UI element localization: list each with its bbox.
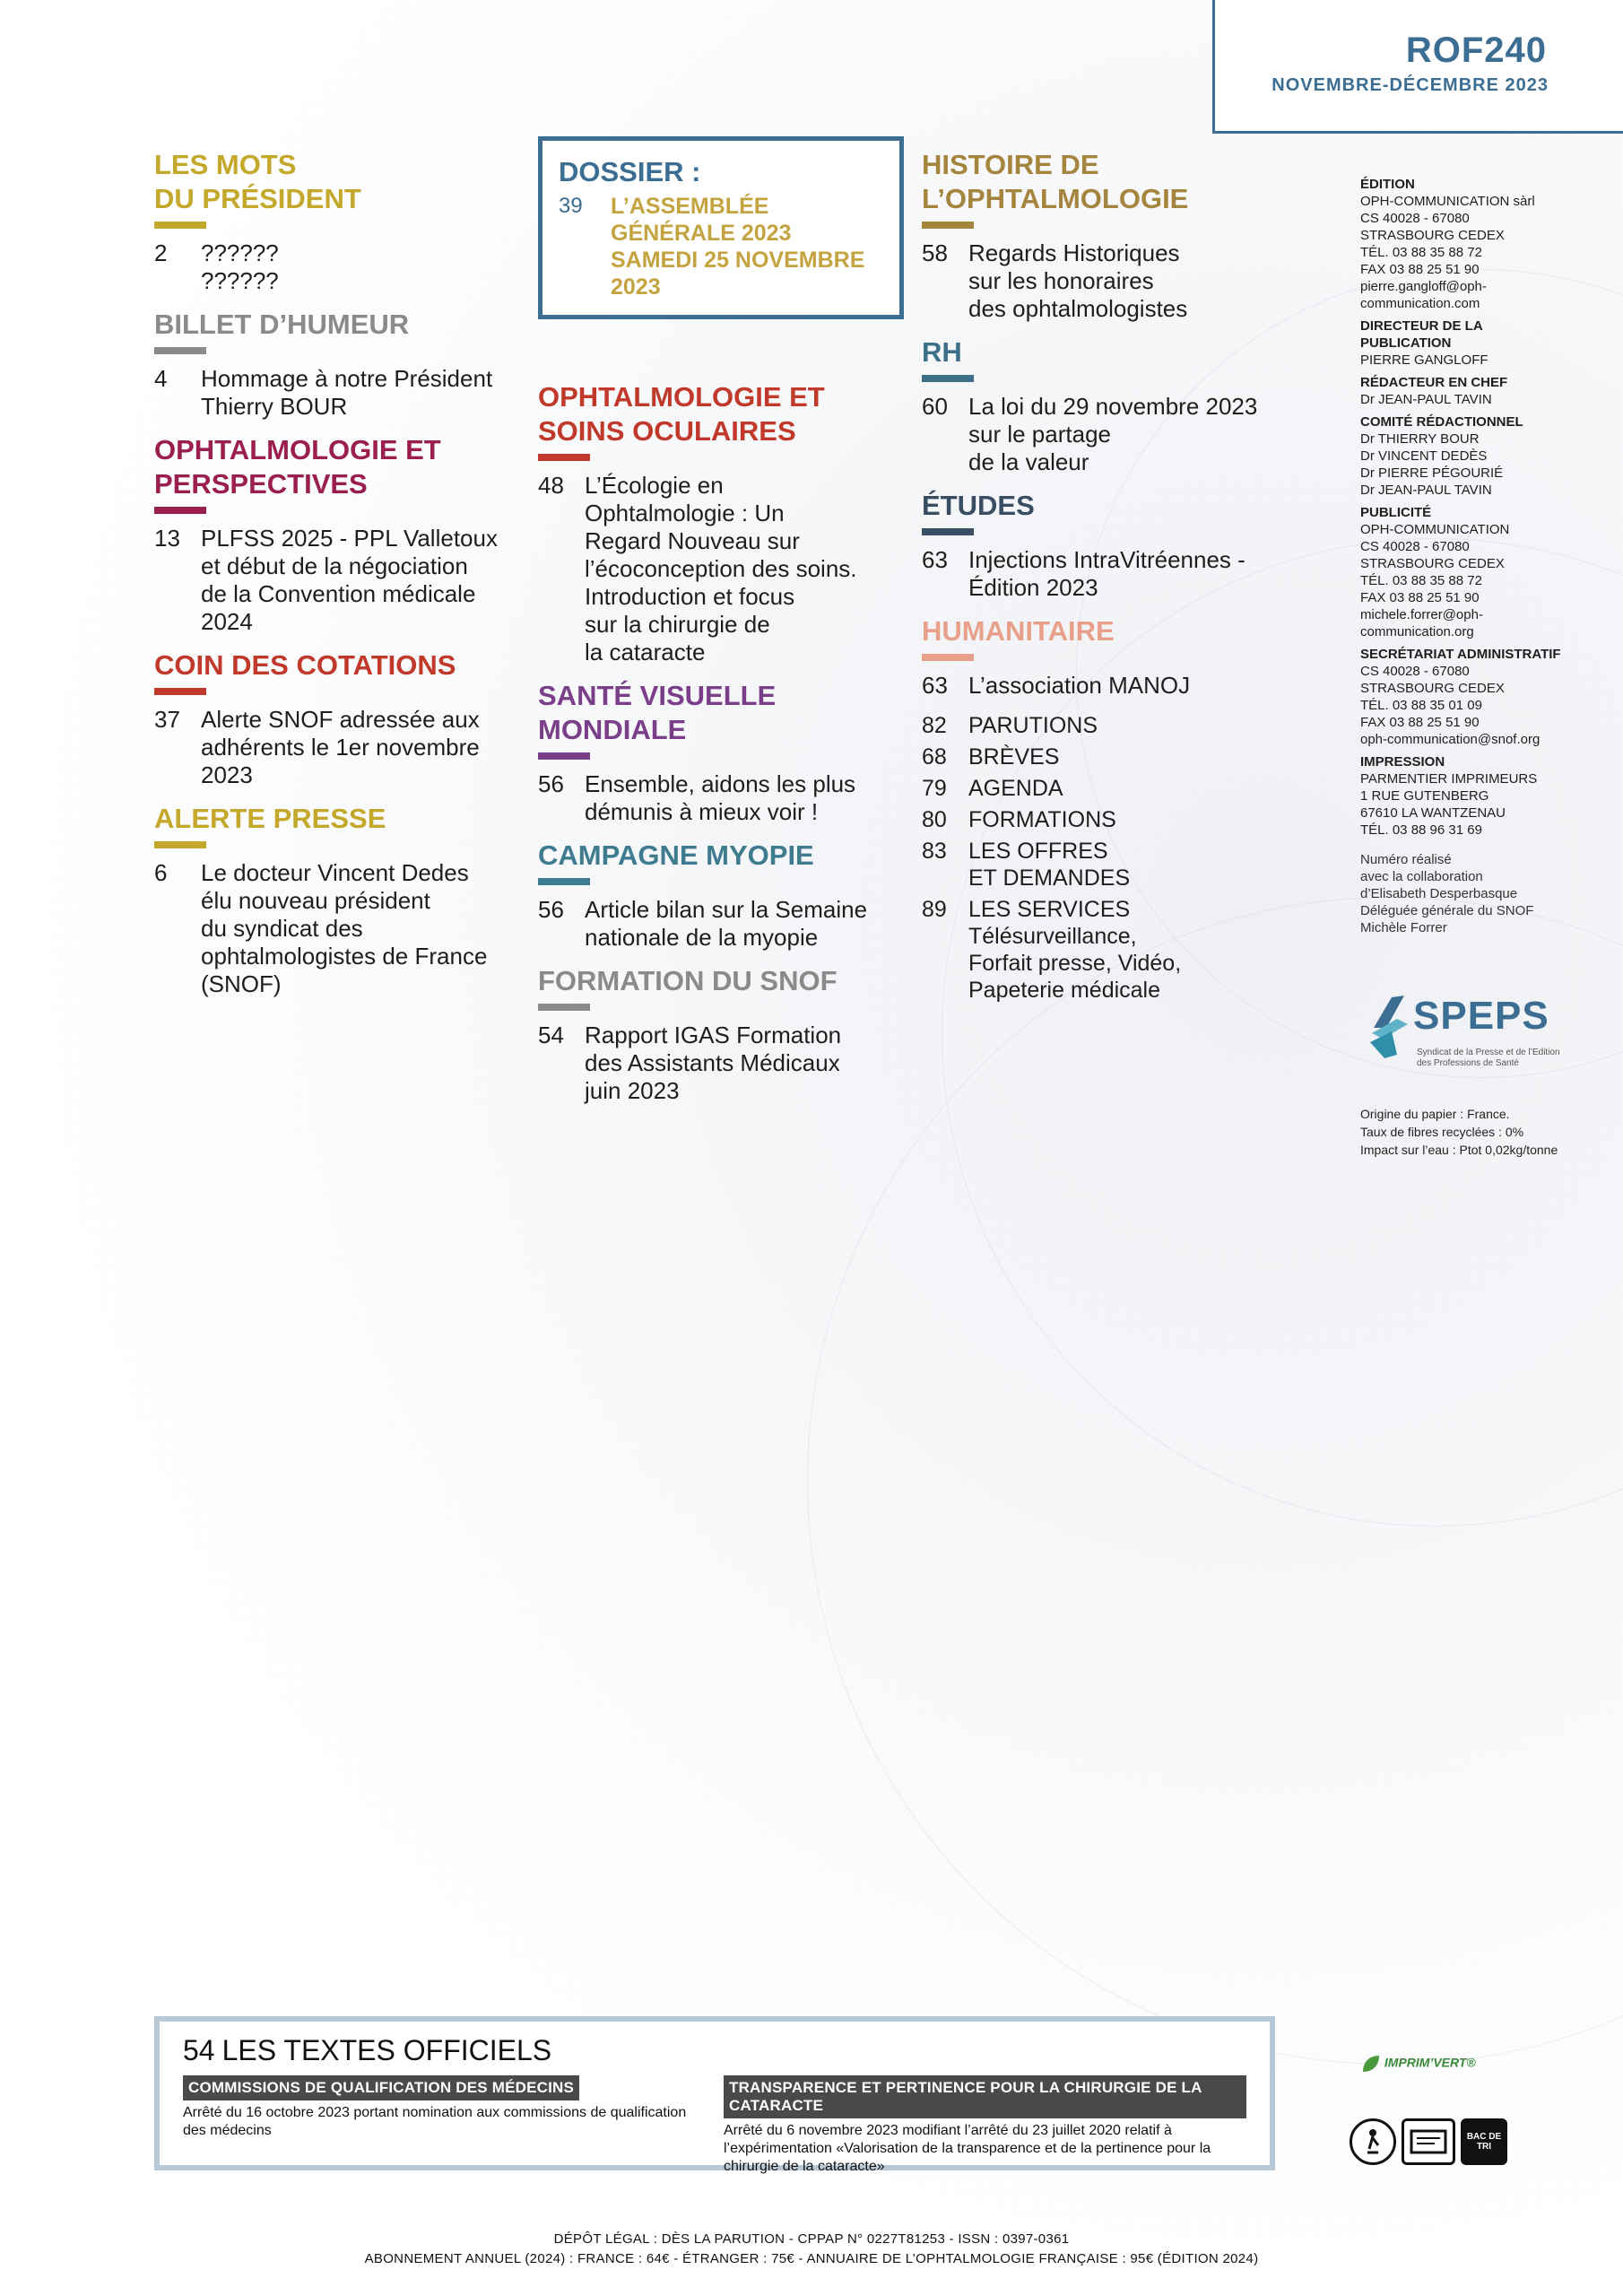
entry-title: LES OFFRES ET DEMANDES — [968, 839, 1131, 891]
page-number: 68 — [922, 744, 947, 770]
toc-entry[interactable] — [154, 525, 522, 636]
toc-entry[interactable] — [922, 896, 1280, 1004]
bac-de-tri-icon — [1461, 2118, 1507, 2165]
toc-entry[interactable] — [922, 775, 1280, 802]
toc-section — [922, 614, 1280, 700]
toc-section — [538, 839, 915, 952]
toc-column-2 — [538, 380, 915, 1118]
entry-title: PARUTIONS — [968, 713, 1098, 738]
paper-origin-info: Origine du papier : France. Taux de fibres recyclées : 0% Impact sur l’eau : Ptot 0,02kg/tonne — [1360, 1107, 1558, 1157]
page-number: 79 — [922, 776, 947, 801]
masthead-value: OPH-COMMUNICATION sàrl CS 40028 - 67080 STRASBOURG CEDEX TÉL. 03 88 35 88 72 FAX 03 88 25 51 90 pierre.gangloff@oph- communication.com — [1360, 194, 1535, 311]
recycle-person-icon — [1350, 2118, 1396, 2165]
issue-date: NOVEMBRE-DÉCEMBRE 2023 — [1271, 75, 1549, 95]
section-title: OPHTALMOLOGIE ET PERSPECTIVES — [154, 434, 441, 500]
toc-entry[interactable] — [922, 393, 1280, 476]
page-number: 54 — [183, 2034, 215, 2066]
legal-footer-line-1: DÉPÔT LÉGAL : DÈS LA PARUTION - CPPAP N° 0227T81253 - ISSN : 0397-0361 — [553, 2231, 1070, 2247]
official-text-left[interactable] — [183, 2075, 706, 2176]
toc-section — [154, 308, 522, 421]
masthead-value: OPH-COMMUNICATION CS 40028 - 67080 STRASBOURG CEDEX TÉL. 03 88 35 88 72 FAX 03 88 25 51 90 michele.forrer@oph- communication.org — [1360, 522, 1510, 639]
entry-title: Injections IntraVitréennes - Édition 2023 — [968, 546, 1245, 601]
issue-header — [1212, 0, 1623, 134]
section-title: HISTOIRE DE L’OPHTALMOLOGIE — [922, 149, 1189, 214]
toc-column-3 — [922, 148, 1280, 1008]
masthead-heading: SECRÉTARIAT ADMINISTRATIF — [1360, 647, 1561, 662]
page-number: 83 — [922, 839, 947, 864]
toc-entry[interactable] — [154, 365, 522, 421]
editorial-note: Numéro réalisé avec la collaboration d’Elisabeth Desperbasque Déléguée générale du SNOF Michèle Forrer — [1360, 852, 1534, 935]
page-number: 4 — [154, 365, 168, 392]
section-title: ÉTUDES — [922, 490, 1035, 521]
toc-section — [538, 380, 915, 666]
official-text-desc: Arrêté du 6 novembre 2023 modifiant l’arrêté du 23 juillet 2020 relatif à l’expérimentation «Valorisation de la transparence et de la pertinence pour la chirurgie de la cataracte» — [724, 2123, 1211, 2174]
section-rule — [922, 528, 974, 535]
section-rule — [154, 841, 206, 848]
toc-column-1 — [154, 148, 522, 1011]
section-rule — [538, 878, 590, 885]
official-text-right[interactable] — [724, 2075, 1246, 2176]
toc-section — [538, 964, 915, 1105]
official-texts-title — [183, 2034, 1246, 2066]
entry-title: Article bilan sur la Semaine nationale de la myopie — [585, 896, 868, 951]
page-number: 63 — [922, 672, 948, 699]
toc-entry[interactable] — [538, 1022, 915, 1105]
toc-entry[interactable] — [538, 770, 915, 826]
page-number: 63 — [922, 546, 948, 573]
official-text-badge: COMMISSIONS DE QUALIFICATION DES MÉDECINS — [183, 2075, 579, 2100]
page-number: 89 — [922, 897, 947, 922]
page-number: 48 — [538, 472, 564, 499]
entry-title: Rapport IGAS Formation des Assistants Médicaux juin 2023 — [585, 1022, 842, 1104]
page-number: 2 — [154, 239, 168, 266]
section-title: BILLET D’HUMEUR — [154, 309, 410, 340]
dossier-entry[interactable] — [559, 193, 883, 300]
toc-entry[interactable] — [154, 239, 522, 295]
section-title: RH — [922, 336, 962, 368]
entry-title: L’association MANOJ — [968, 672, 1191, 699]
masthead-value: Dr JEAN-PAUL TAVIN — [1360, 392, 1492, 407]
entry-title: L’Écologie en Ophtalmologie : Un Regard Nouveau sur l’écoconception des soins. Introduction et focus sur la chirurgie de la cataracte — [585, 472, 857, 665]
toc-section — [538, 679, 915, 826]
masthead-heading: ÉDITION — [1360, 177, 1415, 192]
masthead-heading: COMITÉ RÉDACTIONNEL — [1360, 414, 1523, 430]
toc-section — [922, 335, 1280, 476]
dossier-text: L’ASSEMBLÉE GÉNÉRALE 2023 SAMEDI 25 NOVEMBRE 2023 — [611, 194, 865, 300]
section-title: HUMANITAIRE — [922, 615, 1115, 647]
speps-logo — [1365, 992, 1562, 1082]
page-number: 13 — [154, 525, 180, 552]
speps-emblem-icon — [1365, 992, 1415, 1064]
toc-section — [154, 648, 522, 789]
toc-section — [922, 489, 1280, 602]
toc-entry[interactable] — [538, 896, 915, 952]
section-title: FORMATION DU SNOF — [538, 965, 838, 996]
section-title: OPHTALMOLOGIE ET SOINS OCULAIRES — [538, 381, 825, 447]
imprim-vert-logo — [1361, 2054, 1476, 2074]
entry-title: BRÈVES — [968, 744, 1060, 770]
entry-title: FORMATIONS — [968, 807, 1116, 832]
speps-name: SPEPS — [1413, 994, 1549, 1038]
toc-section — [154, 148, 522, 295]
bac-de-tri-label: BAC DE TRI — [1466, 2132, 1502, 2152]
section-rule — [154, 347, 206, 354]
dossier-title: DOSSIER : — [559, 156, 701, 187]
page-number: 6 — [154, 859, 168, 886]
section-title: CAMPAGNE MYOPIE — [538, 839, 814, 871]
dossier-box[interactable] — [538, 136, 904, 319]
toc-entry[interactable] — [538, 472, 915, 666]
page-number: 39 — [559, 194, 583, 218]
section-rule — [538, 1004, 590, 1011]
entry-title: LES SERVICES Télésurveillance, Forfait presse, Vidéo, Papeterie médicale — [968, 897, 1182, 1003]
page-number: 80 — [922, 807, 947, 832]
entry-title: Le docteur Vincent Dedes élu nouveau président du syndicat des ophtalmologistes de France (SNOF) — [201, 859, 488, 997]
toc-entry[interactable] — [154, 859, 522, 998]
eco-icons — [1350, 2118, 1507, 2165]
masthead-heading: PUBLICITÉ — [1360, 505, 1432, 520]
page-number: 37 — [154, 706, 180, 733]
page-number: 56 — [538, 896, 564, 923]
section-title: SANTÉ VISUELLE MONDIALE — [538, 680, 777, 745]
entry-title: PLFSS 2025 - PPL Valletoux et début de la négociation de la Convention médicale 2024 — [201, 525, 498, 635]
entry-title: Hommage à notre Président Thierry BOUR — [201, 365, 493, 420]
entry-title: Ensemble, aidons les plus démunis à mieux voir ! — [585, 770, 856, 825]
section-title: COIN DES COTATIONS — [154, 649, 456, 681]
masthead-value: PIERRE GANGLOFF — [1360, 352, 1488, 368]
section-title: ALERTE PRESSE — [154, 803, 386, 834]
masthead-value: PARMENTIER IMPRIMEURS 1 RUE GUTENBERG 67610 LA WANTZENAU TÉL. 03 88 96 31 69 — [1360, 771, 1538, 838]
masthead-heading: IMPRESSION — [1360, 754, 1445, 770]
official-text-desc: Arrêté du 16 octobre 2023 portant nomination aux commissions de qualification des médecins — [183, 2105, 687, 2138]
entry-title: AGENDA — [968, 776, 1063, 801]
section-rule — [154, 222, 206, 229]
page-number: 58 — [922, 239, 948, 266]
section-title: LES MOTS DU PRÉSIDENT — [154, 149, 361, 214]
toc-section — [154, 433, 522, 636]
section-rule — [922, 222, 974, 229]
section-rule — [154, 688, 206, 695]
page-number: 56 — [538, 770, 564, 797]
leaf-icon — [1361, 2054, 1381, 2074]
toc-entry[interactable] — [922, 672, 1280, 700]
toc-entry[interactable] — [922, 744, 1280, 770]
entry-title: Regards Historiques sur les honoraires des ophtalmologistes — [968, 239, 1188, 322]
section-rule — [538, 454, 590, 461]
entry-title: La loi du 29 novembre 2023 sur le partage de la valeur — [968, 393, 1258, 475]
editorial-masthead — [1360, 170, 1575, 936]
toc-entry[interactable] — [922, 712, 1280, 739]
page-number: 82 — [922, 713, 947, 738]
section-rule — [154, 507, 206, 514]
section-rule — [538, 752, 590, 760]
masthead-heading: DIRECTEUR DE LA PUBLICATION — [1360, 318, 1483, 351]
page-number: 60 — [922, 393, 948, 420]
section-rule — [922, 654, 974, 661]
official-text-badge: TRANSPARENCE ET PERTINENCE POUR LA CHIRURGIE DE LA CATARACTE — [724, 2075, 1246, 2118]
section-rule — [922, 375, 974, 382]
toc-misc-list — [922, 712, 1280, 1004]
toc-section — [922, 148, 1280, 323]
toc-entry[interactable] — [922, 546, 1280, 602]
entry-title: ?????? ?????? — [201, 239, 279, 294]
official-texts-box[interactable] — [154, 2016, 1275, 2174]
recycle-paper-icon — [1402, 2118, 1455, 2165]
imprim-vert-label: IMPRIM’VERT® — [1384, 2055, 1476, 2070]
toc-section — [154, 802, 522, 998]
toc-entry[interactable] — [922, 806, 1280, 833]
toc-entry[interactable] — [922, 239, 1280, 323]
official-texts-heading: LES TEXTES OFFICIELS — [221, 2034, 552, 2066]
page-number: 54 — [538, 1022, 564, 1048]
issue-code: ROF240 — [1405, 30, 1547, 70]
speps-subtitle: Syndicat de la Presse et de l’Edition des Professions de Santé — [1417, 1048, 1560, 1068]
masthead-value: CS 40028 - 67080 STRASBOURG CEDEX TÉL. 03 88 35 01 09 FAX 03 88 25 51 90 oph-communication@snof.org — [1360, 664, 1541, 747]
masthead-heading: RÉDACTEUR EN CHEF — [1360, 375, 1508, 390]
masthead-value: Dr THIERRY BOUR Dr VINCENT DEDÈS Dr PIERRE PÉGOURIÉ Dr JEAN-PAUL TAVIN — [1360, 431, 1504, 498]
legal-footer-line-2: ABONNEMENT ANNUEL (2024) : FRANCE : 64€ - ÉTRANGER : 75€ - ANNUAIRE DE L’OPHTALMOLOGIE FRANÇAISE : 95€ (ÉDITION 2024) — [364, 2251, 1259, 2266]
toc-entry[interactable] — [154, 706, 522, 789]
toc-entry[interactable] — [922, 838, 1280, 891]
entry-title: Alerte SNOF adressée aux adhérents le 1er novembre 2023 — [201, 706, 480, 788]
